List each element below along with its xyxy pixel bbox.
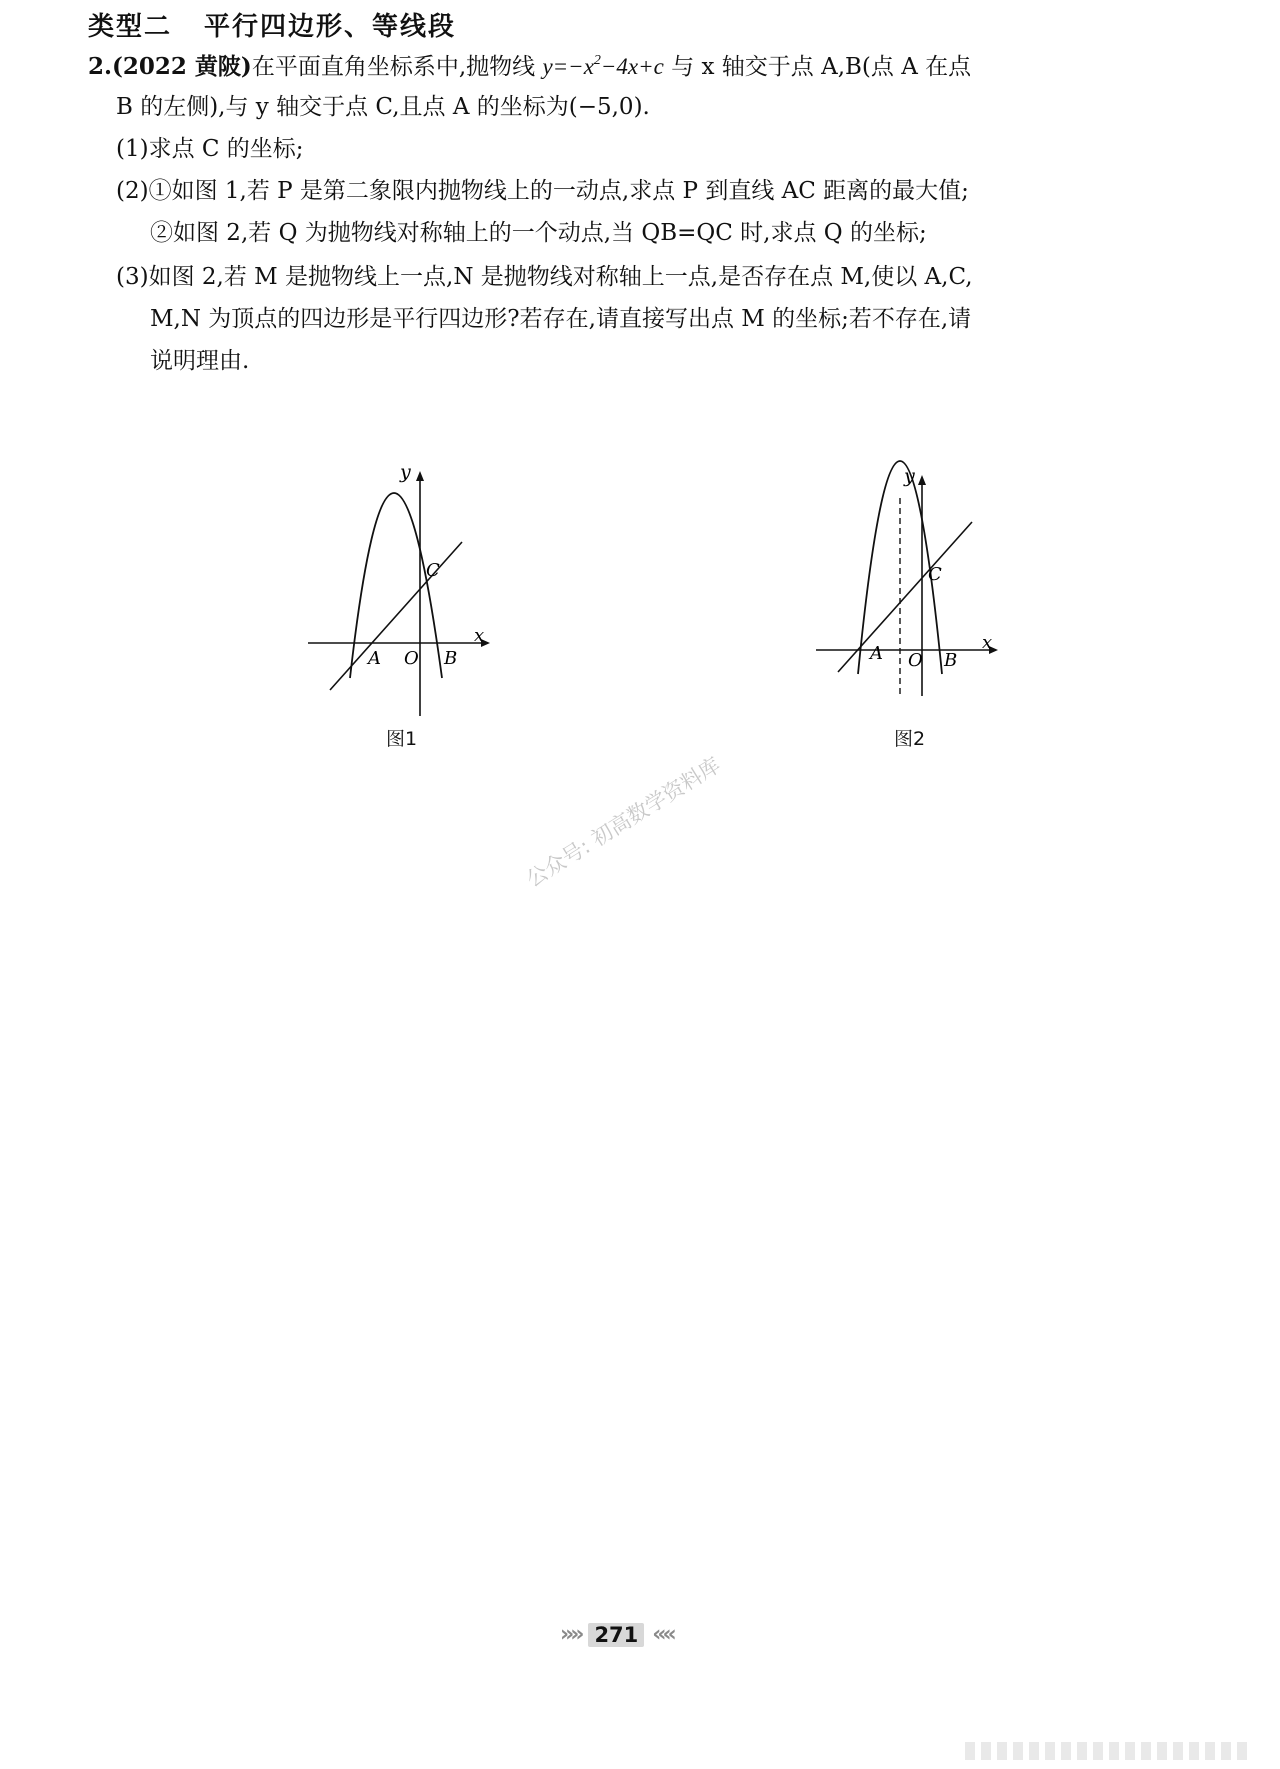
- label-x: x: [474, 625, 485, 646]
- label-y: y: [904, 465, 915, 487]
- label-c: C: [426, 560, 440, 581]
- y-axis-arrow: [416, 471, 424, 481]
- section-heading: [88, 6, 456, 43]
- question-3a: (3)如图 2,若 M 是抛物线上一点,N 是抛物线对称轴上一点,是否存在点 M,使以 A,C,: [116, 264, 973, 290]
- footer-left-chevrons: »»: [560, 1622, 581, 1647]
- label-x: x: [982, 632, 993, 653]
- watermark: 公众号: 初高数学资料库: [522, 752, 725, 892]
- label-a: A: [368, 648, 381, 669]
- question-2b: ②如图 2,若 Q 为抛物线对称轴上的一个动点,当 QB=QC 时,求点 Q 的坐标;: [150, 220, 927, 246]
- problem-line-1: [88, 54, 971, 79]
- problem-text-1b: 与 x 轴交于点 A,B(点 A 在点: [663, 54, 972, 80]
- equation: [542, 54, 663, 79]
- problem-text-1: 在平面直角坐标系中,抛物线: [251, 54, 543, 80]
- equation-y: y: [542, 54, 553, 79]
- parabola: [350, 493, 442, 678]
- label-a: A: [870, 643, 883, 664]
- footer-right-chevrons: ««: [652, 1622, 673, 1647]
- question-1: (1)求点 C 的坐标;: [116, 136, 304, 162]
- figure-2-graph: [810, 458, 1030, 728]
- equation-tail: −4x+c: [600, 54, 664, 79]
- label-c: C: [928, 564, 942, 585]
- label-y: y: [400, 461, 411, 483]
- figure-2: [810, 458, 1030, 750]
- section-name: 平行四边形、等线段: [204, 12, 457, 42]
- problem-source: (2022 黄陂): [112, 53, 252, 80]
- y-axis-arrow: [918, 475, 926, 485]
- figure-2-caption: 图2: [894, 728, 926, 750]
- figure-1-graph: [300, 458, 520, 728]
- label-o: O: [404, 648, 419, 669]
- question-3b: M,N 为顶点的四边形是平行四边形?若存在,请直接写出点 M 的坐标;若不存在,请: [150, 306, 972, 332]
- page-footer: [560, 1622, 673, 1647]
- figure-1: [300, 458, 520, 750]
- label-b: B: [444, 648, 458, 669]
- page-number: 271: [588, 1623, 644, 1647]
- problem-line-2: B 的左侧),与 y 轴交于点 C,且点 A 的坐标为(−5,0).: [116, 94, 650, 120]
- figure-1-caption: 图1: [386, 728, 418, 750]
- question-3c: 说明理由.: [150, 348, 250, 374]
- label-b: B: [944, 650, 958, 671]
- section-label: 类型二: [88, 12, 173, 42]
- question-2a: (2)①如图 1,若 P 是第二象限内抛物线上的一动点,求点 P 到直线 AC 距离的最大值;: [116, 178, 969, 204]
- problem-number: 2.: [88, 53, 113, 80]
- equation-mid: =−x: [552, 54, 594, 79]
- equation-exponent: 2: [593, 53, 601, 68]
- label-o: O: [908, 650, 923, 671]
- scan-marks: [965, 1742, 1265, 1760]
- line-ac: [330, 542, 462, 690]
